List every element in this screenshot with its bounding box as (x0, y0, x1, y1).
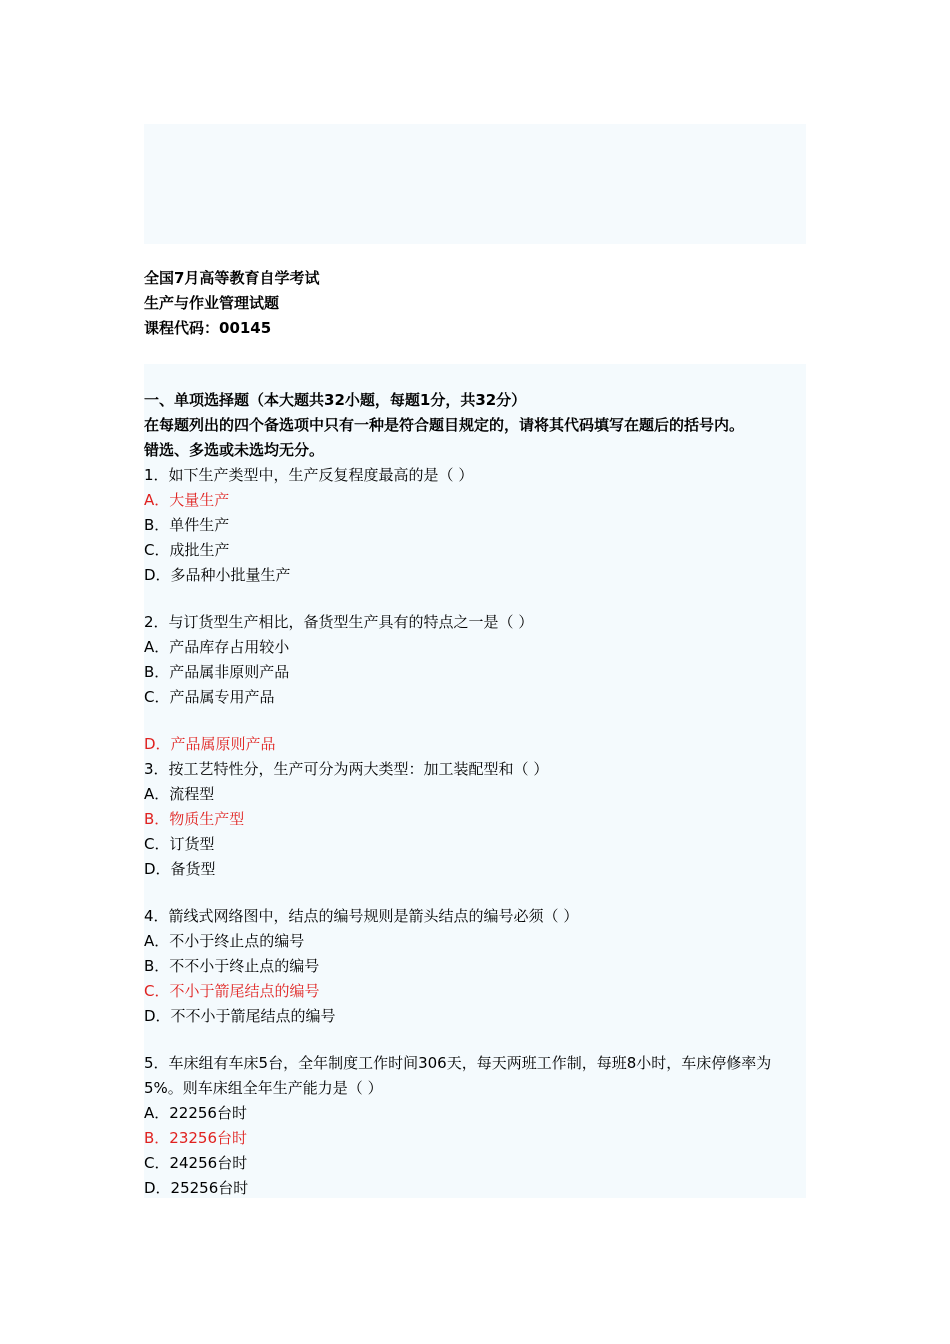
question-stem: 2．与订货型生产相比，备货型生产具有的特点之一是（ ） (144, 613, 534, 631)
question-option: B．不不小于终止点的编号 (144, 957, 320, 975)
spacer (144, 588, 814, 610)
question-content (144, 388, 814, 1201)
section-instruction: 在每题列出的四个备选项中只有一种是符合题目规定的，请将其代码填写在题后的括号内。 (144, 416, 745, 434)
question-option: D．多品种小批量生产 (144, 566, 291, 584)
question-option: B．产品属非原则产品 (144, 663, 290, 681)
exam-title: 全国7月高等教育自学考试 (144, 269, 320, 287)
question-option: D．备货型 (144, 860, 216, 878)
question-option-correct: A．大量生产 (144, 491, 230, 509)
header-blank-box (144, 124, 806, 244)
question-option: C．成批生产 (144, 541, 230, 559)
document-header (144, 266, 806, 341)
question-option: A．产品库存占用较小 (144, 638, 290, 656)
question-stem: 5．车床组有车床5台，全年制度工作时间306天，每天两班工作制，每班8小时，车床停修率为5%。则车床组全年生产能力是（ ） (144, 1054, 772, 1097)
spacer (144, 882, 814, 904)
question-option-correct: B．23256台时 (144, 1129, 248, 1147)
question-option-correct: D．产品属原则产品 (144, 735, 276, 753)
course-code: 课程代码：00145 (144, 319, 272, 337)
question-option: D．25256台时 (144, 1179, 249, 1197)
question-option: C．订货型 (144, 835, 215, 853)
spacer (144, 1029, 814, 1051)
question-stem: 1．如下生产类型中，生产反复程度最高的是（ ） (144, 466, 474, 484)
question-option: D．不不小于箭尾结点的编号 (144, 1007, 336, 1025)
question-option-correct: B．物质生产型 (144, 810, 245, 828)
question-option: A．流程型 (144, 785, 215, 803)
exam-subtitle: 生产与作业管理试题 (144, 294, 280, 312)
question-option: A．不小于终止点的编号 (144, 932, 305, 950)
section-instruction-note: 错选、多选或未选均无分。 (144, 441, 325, 459)
question-option: C．24256台时 (144, 1154, 248, 1172)
question-option: A．22256台时 (144, 1104, 247, 1122)
spacer (144, 710, 814, 732)
question-stem: 4．箭线式网络图中，结点的编号规则是箭头结点的编号必须（ ） (144, 907, 579, 925)
question-option-correct: C．不小于箭尾结点的编号 (144, 982, 320, 1000)
question-option: B．单件生产 (144, 516, 230, 534)
section-heading: 一、单项选择题（本大题共32小题，每题1分，共32分） (144, 391, 527, 409)
question-stem: 3．按工艺特性分，生产可分为两大类型：加工装配型和（ ） (144, 760, 549, 778)
question-option: C．产品属专用产品 (144, 688, 275, 706)
